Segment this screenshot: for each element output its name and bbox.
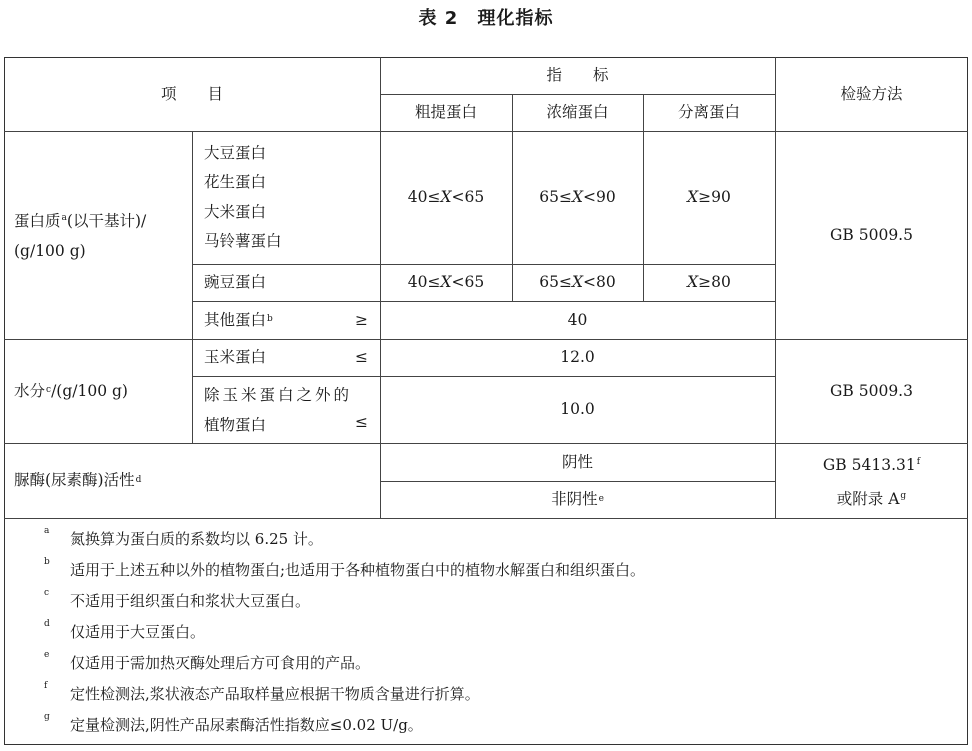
pea-protein-label: 豌豆蛋白	[204, 273, 267, 292]
protein-group1-isolated: X ≥90	[687, 188, 731, 207]
urease-label: 脲酶(尿素酶)活性 d	[14, 471, 142, 490]
moisture-label: 水分 c /(g/100 g)	[14, 381, 128, 400]
other-protein-value: 40	[567, 310, 588, 329]
header-method: 检验方法	[840, 84, 903, 103]
footnote: b 适用于上述五种以外的植物蛋白;也适用于各种植物蛋白中的植物水解蛋白和组织蛋白。	[44, 557, 646, 579]
protein-group1-list: 大豆蛋白 花生蛋白 大米蛋白 马铃薯蛋白	[204, 143, 282, 250]
urease-negative: 阴性	[561, 452, 593, 471]
corn-protein-label: 玉米蛋白 ≤	[204, 348, 368, 367]
urease-method: GB 5413.31$^f$ 或附录 $A^g$	[822, 456, 921, 508]
urease-non-negative: 非阴性 e	[551, 490, 604, 509]
table-title	[0, 4, 972, 30]
footnote: a 氮换算为蛋白质的系数均以 6.25 计。	[44, 526, 323, 548]
header-isolated: 分离蛋白	[677, 103, 740, 122]
protein-group1-crude: 40≤ X <65	[407, 188, 485, 207]
rule	[192, 131, 193, 443]
footnote: c 不适用于组织蛋白和浆状大豆蛋白。	[44, 588, 311, 610]
header-concentrated: 浓缩蛋白	[546, 103, 609, 122]
other-plant-protein-label: 除玉米蛋白之外的 植物蛋白 ≤	[204, 385, 368, 434]
other-protein-label: 其他蛋白 b ≥	[204, 310, 368, 329]
table-name: 理化指标	[477, 8, 554, 29]
header-indicator: 指 标	[546, 66, 609, 85]
footnote: e 仅适用于需加热灭酶处理后方可食用的产品。	[44, 650, 371, 672]
header-crude: 粗提蛋白	[414, 103, 477, 122]
footnote: f 定性检测法,浆状液态产品取样量应根据干物质含量进行折算。	[44, 681, 480, 703]
rule	[4, 518, 968, 519]
footnote: g 定量检测法,阴性产品尿素酶活性指数应≤0.02 U/g。	[44, 712, 423, 734]
corn-protein-value: 12.0	[560, 348, 595, 367]
protein-label: 蛋白质$^a$(以干基计)/ (g/100 g)	[14, 212, 147, 260]
pea-isolated: X ≥80	[687, 273, 731, 292]
protein-group1-concentrated: 65≤ X <90	[539, 188, 616, 207]
moisture-method: GB 5009.3	[830, 381, 913, 400]
pea-concentrated: 65≤ X <80	[539, 273, 616, 292]
pea-crude: 40≤ X <65	[407, 273, 485, 292]
protein-method: GB 5009.5	[830, 225, 913, 244]
table-number: 表 2	[418, 8, 459, 29]
other-plant-protein-value: 10.0	[560, 400, 595, 419]
header-item: 项 目	[160, 84, 223, 103]
footnote: d 仅适用于大豆蛋白。	[44, 619, 206, 641]
